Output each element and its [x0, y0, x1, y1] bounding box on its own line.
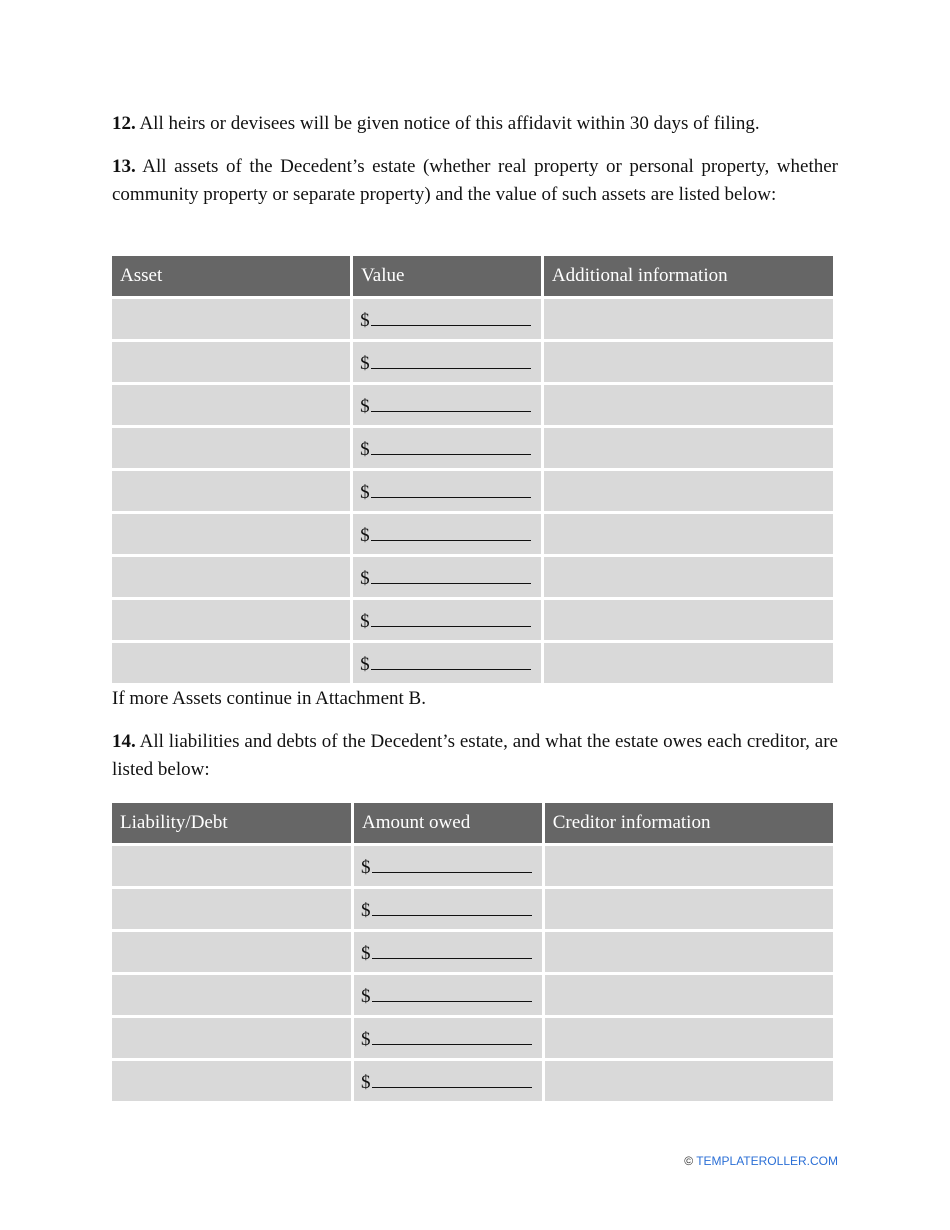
asset-name-cell[interactable]	[112, 557, 350, 597]
dollar-sign: $	[360, 395, 370, 417]
assets-header-row	[112, 256, 833, 296]
asset-row	[112, 342, 833, 382]
liabilities-table-body	[112, 846, 833, 1101]
liability-name-cell[interactable]	[112, 889, 351, 929]
amount-blank-line[interactable]	[371, 608, 531, 627]
asset-row	[112, 557, 833, 597]
liabilities-header-debt: Liability/Debt	[112, 803, 351, 843]
amount-blank-line[interactable]	[372, 1069, 532, 1088]
liability-row	[112, 1061, 833, 1101]
amount-blank-line[interactable]	[371, 479, 531, 498]
amount-blank-line[interactable]	[371, 307, 531, 326]
liability-amount-cell[interactable]	[354, 1018, 542, 1058]
asset-name-cell[interactable]	[112, 600, 350, 640]
asset-info-cell[interactable]	[544, 428, 833, 468]
liability-info-cell[interactable]	[545, 932, 833, 972]
amount-blank-line[interactable]	[371, 565, 531, 584]
amount-blank-line[interactable]	[371, 393, 531, 412]
liability-row	[112, 1018, 833, 1058]
asset-info-cell[interactable]	[544, 385, 833, 425]
dollar-sign: $	[361, 1071, 371, 1093]
asset-row	[112, 385, 833, 425]
asset-row	[112, 299, 833, 339]
dollar-sign: $	[360, 438, 370, 460]
more-assets-note: If more Assets continue in Attachment B.	[112, 688, 426, 709]
paragraph-13-text: All assets of the Decedent’s estate (whether real property or personal property, whether community property or separate property) and the value of such assets are listed below:	[112, 156, 838, 205]
asset-info-cell[interactable]	[544, 600, 833, 640]
dollar-sign: $	[361, 1028, 371, 1050]
amount-blank-line[interactable]	[372, 1026, 532, 1045]
dollar-sign: $	[360, 481, 370, 503]
liability-info-cell[interactable]	[545, 1061, 833, 1101]
asset-amount-cell[interactable]	[353, 299, 541, 339]
asset-info-cell[interactable]	[544, 299, 833, 339]
dollar-sign: $	[360, 309, 370, 331]
asset-amount-cell[interactable]	[353, 514, 541, 554]
amount-blank-line[interactable]	[372, 983, 532, 1002]
asset-info-cell[interactable]	[544, 643, 833, 683]
dollar-sign: $	[360, 567, 370, 589]
liability-amount-cell[interactable]	[354, 975, 542, 1015]
liability-info-cell[interactable]	[545, 889, 833, 929]
assets-header-asset: Asset	[112, 256, 350, 296]
assets-table	[109, 253, 836, 686]
paragraph-14	[112, 728, 838, 784]
copyright-text: ©	[684, 1154, 697, 1168]
asset-name-cell[interactable]	[112, 514, 350, 554]
asset-amount-cell[interactable]	[353, 428, 541, 468]
asset-name-cell[interactable]	[112, 299, 350, 339]
amount-blank-line[interactable]	[371, 436, 531, 455]
dollar-sign: $	[361, 899, 371, 921]
paragraph-12-text: All heirs or devisees will be given notice of this affidavit within 30 days of filing.	[135, 113, 760, 134]
asset-name-cell[interactable]	[112, 643, 350, 683]
asset-row	[112, 514, 833, 554]
amount-blank-line[interactable]	[372, 854, 532, 873]
asset-amount-cell[interactable]	[353, 471, 541, 511]
paragraph-13-number: 13.	[112, 156, 136, 177]
liability-name-cell[interactable]	[112, 1061, 351, 1101]
liability-amount-cell[interactable]	[354, 846, 542, 886]
asset-amount-cell[interactable]	[353, 385, 541, 425]
liability-info-cell[interactable]	[545, 1018, 833, 1058]
paragraph-14-number: 14.	[112, 731, 136, 752]
paragraph-12	[112, 110, 838, 138]
liability-name-cell[interactable]	[112, 932, 351, 972]
asset-row	[112, 428, 833, 468]
liability-amount-cell[interactable]	[354, 932, 542, 972]
liability-name-cell[interactable]	[112, 846, 351, 886]
asset-info-cell[interactable]	[544, 342, 833, 382]
asset-name-cell[interactable]	[112, 342, 350, 382]
dollar-sign: $	[360, 352, 370, 374]
asset-amount-cell[interactable]	[353, 342, 541, 382]
asset-amount-cell[interactable]	[353, 600, 541, 640]
dollar-sign: $	[360, 653, 370, 675]
amount-blank-line[interactable]	[372, 897, 532, 916]
footer	[684, 1154, 838, 1168]
dollar-sign: $	[361, 856, 371, 878]
amount-blank-line[interactable]	[371, 350, 531, 369]
asset-row	[112, 643, 833, 683]
asset-info-cell[interactable]	[544, 557, 833, 597]
templateroller-link[interactable]: TEMPLATEROLLER.COM	[696, 1154, 838, 1168]
liability-row	[112, 932, 833, 972]
liability-name-cell[interactable]	[112, 975, 351, 1015]
amount-blank-line[interactable]	[372, 940, 532, 959]
amount-blank-line[interactable]	[371, 522, 531, 541]
liability-row	[112, 846, 833, 886]
paragraph-14-text: All liabilities and debts of the Decedent’s estate, and what the estate owes each creditor, are listed below:	[112, 731, 838, 780]
dollar-sign: $	[360, 524, 370, 546]
paragraph-13	[112, 153, 838, 209]
asset-row	[112, 600, 833, 640]
liabilities-header-row	[112, 803, 833, 843]
assets-table-body	[112, 299, 833, 683]
asset-amount-cell[interactable]	[353, 557, 541, 597]
liability-row	[112, 889, 833, 929]
dollar-sign: $	[361, 942, 371, 964]
amount-blank-line[interactable]	[371, 651, 531, 670]
asset-row	[112, 471, 833, 511]
liability-name-cell[interactable]	[112, 1018, 351, 1058]
dollar-sign: $	[361, 985, 371, 1007]
paragraph-12-number: 12.	[112, 113, 136, 134]
assets-header-additional-info: Additional information	[544, 256, 833, 296]
liabilities-header-amount: Amount owed	[354, 803, 542, 843]
liability-amount-cell[interactable]	[354, 889, 542, 929]
liabilities-header-creditor: Creditor information	[545, 803, 833, 843]
asset-info-cell[interactable]	[544, 514, 833, 554]
asset-info-cell[interactable]	[544, 471, 833, 511]
liability-info-cell[interactable]	[545, 975, 833, 1015]
assets-header-value: Value	[353, 256, 541, 296]
liability-info-cell[interactable]	[545, 846, 833, 886]
liability-row	[112, 975, 833, 1015]
asset-name-cell[interactable]	[112, 471, 350, 511]
liability-amount-cell[interactable]	[354, 1061, 542, 1101]
liabilities-table	[109, 800, 836, 1104]
dollar-sign: $	[360, 610, 370, 632]
asset-name-cell[interactable]	[112, 428, 350, 468]
asset-amount-cell[interactable]	[353, 643, 541, 683]
asset-name-cell[interactable]	[112, 385, 350, 425]
